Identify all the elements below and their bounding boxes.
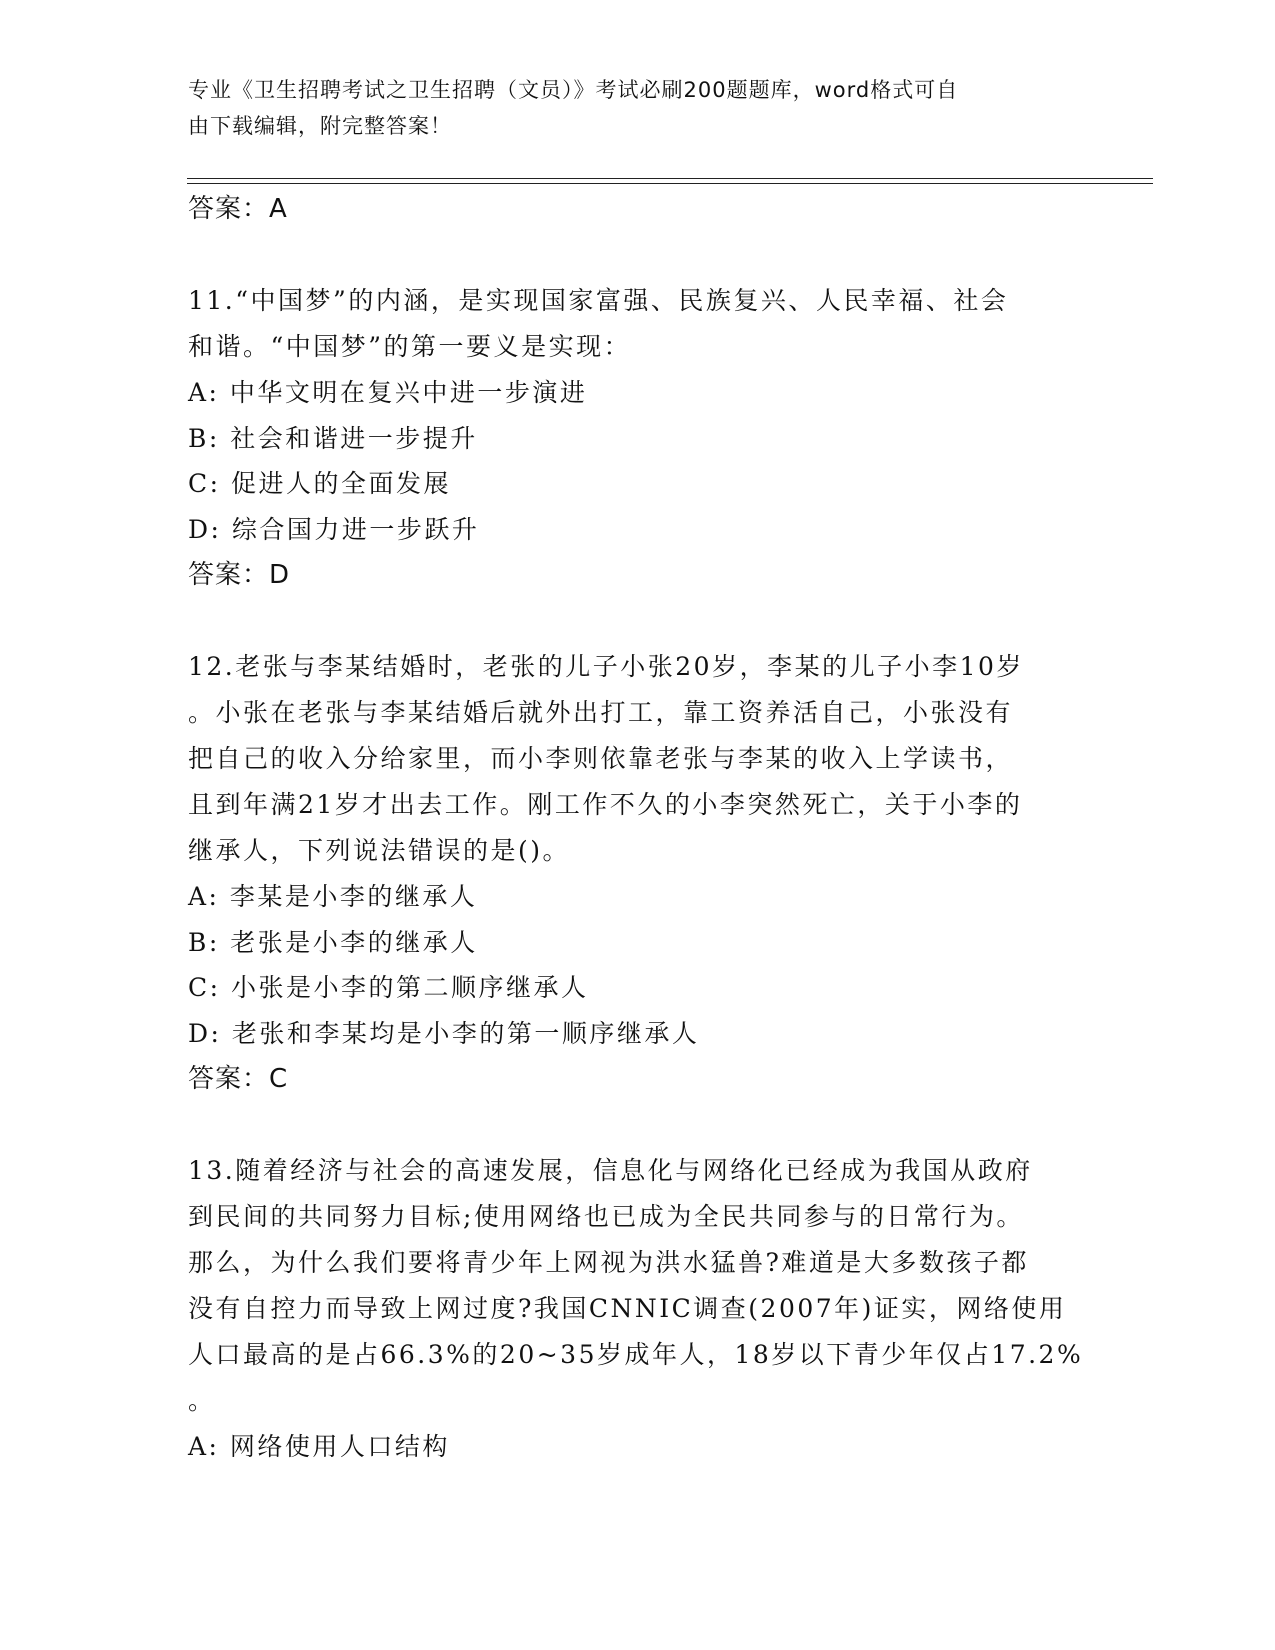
question-line: 。 — [188, 1386, 216, 1415]
option-a: A: 中华文明在复兴中进一步演进 — [188, 378, 588, 407]
document-header — [188, 72, 1068, 144]
option-b: B: 老张是小李的继承人 — [188, 927, 478, 957]
option-d: D: 综合国力进一步跃升 — [188, 514, 480, 544]
question-line: 那么，为什么我们要将青少年上网视为洪水猛兽?难道是大多数孩子都 — [188, 1248, 1029, 1277]
question-13 — [188, 1148, 1088, 1470]
question-line: 。小张在老张与李某结婚后就外出打工，靠工资养活自己，小张没有 — [188, 698, 1014, 727]
option-c: C: 促进人的全面发展 — [188, 469, 451, 498]
question-12 — [188, 644, 1088, 1102]
option-d: D: 老张和李某均是小李的第一顺序继承人 — [188, 1018, 700, 1048]
option-a: A: 网络使用人口结构 — [188, 1432, 450, 1461]
document-body — [188, 186, 1088, 1470]
question-line: 13.随着经济与社会的高速发展，信息化与网络化已经成为我国从政府 — [188, 1156, 1033, 1185]
question-line: 继承人，下列说法错误的是()。 — [188, 836, 571, 865]
question-line: 和谐。“中国梦”的第一要义是实现： — [188, 332, 632, 361]
question-line: 没有自控力而导致上网过度?我国CNNIC调查(2007年)证实，网络使用 — [188, 1294, 1067, 1323]
question-line: 到民间的共同努力目标;使用网络也已成为全民共同参与的日常行为。 — [188, 1202, 1024, 1231]
question-line: 11.“中国梦”的内涵，是实现国家富强、民族复兴、人民幸福、社会 — [188, 286, 1009, 315]
question-line: 12.老张与李某结婚时，老张的儿子小张20岁，李某的儿子小李10岁 — [188, 652, 1024, 681]
question-line: 把自己的收入分给家里，而小李则依靠老张与李某的收入上学读书， — [188, 744, 1014, 773]
header-line: 由下载编辑，附完整答案！ — [188, 114, 452, 138]
question-11 — [188, 278, 1088, 598]
answer-label: 答案：A — [188, 194, 288, 224]
option-b: B: 社会和谐进一步提升 — [188, 423, 478, 453]
header-line: 专业《卫生招聘考试之卫生招聘（文员）》考试必刷200题题库，word格式可自 — [188, 78, 959, 102]
question-line: 人口最高的是占66.3%的20~35岁成年人，18岁以下青少年仅占17.2% — [188, 1340, 1084, 1369]
question-line: 且到年满21岁才出去工作。刚工作不久的小李突然死亡，关于小李的 — [188, 790, 1023, 819]
answer-label: 答案：D — [188, 560, 291, 590]
header-divider — [187, 178, 1153, 179]
header-divider — [187, 183, 1153, 184]
option-a: A: 李某是小李的继承人 — [188, 882, 478, 911]
option-c: C: 小张是小李的第二顺序继承人 — [188, 973, 589, 1002]
answer-label: 答案：C — [188, 1064, 289, 1094]
